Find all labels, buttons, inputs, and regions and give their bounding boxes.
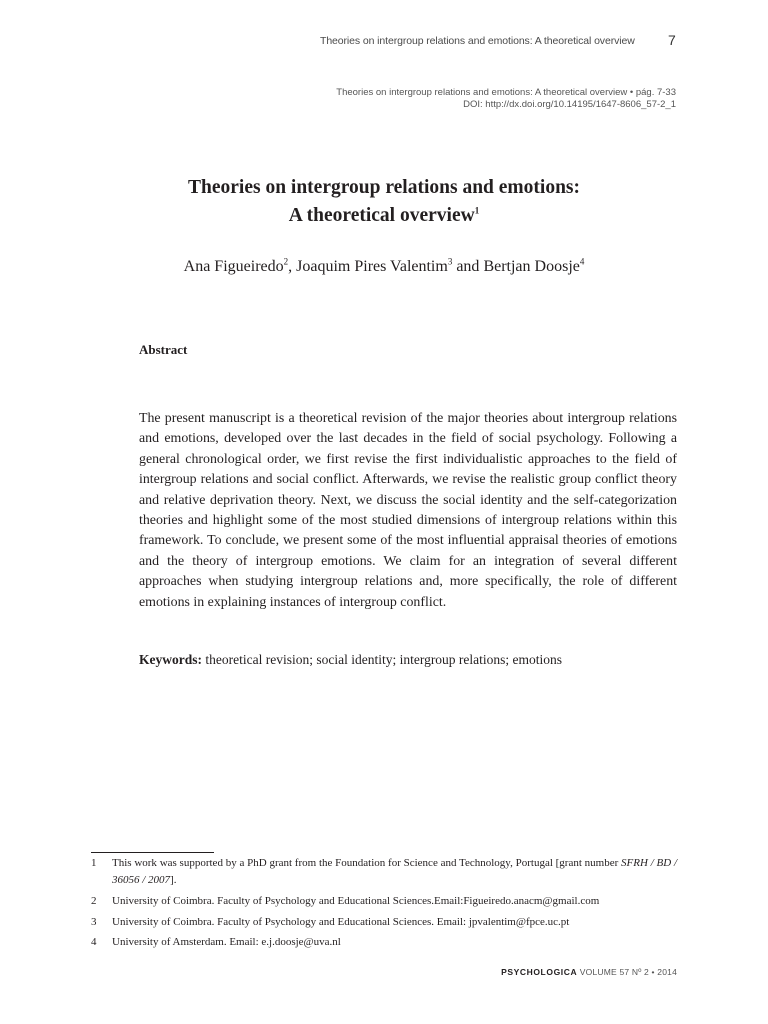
footnote-4 — [91, 934, 677, 951]
footnote-number: 1 — [91, 857, 97, 869]
title-line-1: Theories on intergroup relations and emotions: — [188, 177, 580, 198]
title-text: A theoretical overview — [288, 205, 475, 226]
author-footnote-mark: 4 — [579, 256, 585, 267]
author-name: Bertjan Doosje — [483, 258, 580, 275]
footnote-2 — [91, 893, 677, 910]
footnote-number: 4 — [91, 936, 97, 948]
author-list — [0, 258, 768, 276]
abstract-body: The present manuscript is a theoretical revision of the major theories about intergroup relations and emotions, developed over the last decades in the field of social psychology. Following a general chronological order, we first revise the first individualistic approaches to the field of intergroup relations and social conflict. Afterwards, we revise the realistic group conflict theory and relative deprivation theory. Next, we discuss the social identity and the self-categorization theories and highlight some of the most studied dimensions of intergroup relations within this framework. To conclude, we present some of the most influential appraisal theories of emotions and the theory of intergroup emotions. We claim for an integration of several different approaches when studying intergroup relations and, more specifically, the role of different emotions in explaining instances of intergroup conflict. — [139, 411, 677, 610]
footnote-text-main: This work was supported by a PhD grant from the Foundation for Science and Technology, Portugal [grant number — [112, 857, 622, 869]
keywords-label: Keywords: — [139, 652, 202, 667]
footnote-number: 2 — [91, 895, 97, 907]
title-line-2 — [0, 202, 768, 230]
footnote-number: 3 — [91, 916, 97, 928]
paper-title — [0, 174, 768, 230]
citation-block — [336, 87, 676, 111]
author-footnote-mark: 3 — [447, 256, 453, 267]
footnote-text-end: ]. — [170, 874, 177, 886]
footnote-text: University of Coimbra. Faculty of Psychology and Educational Sciences.Email:Figueiredo.anacm@gmail.com — [112, 895, 600, 907]
journal-footer — [501, 967, 677, 977]
author-separator: and — [452, 258, 484, 275]
page-number: 7 — [668, 32, 676, 48]
author-separator: , — [288, 258, 297, 275]
citation-line: Theories on intergroup relations and emotions: A theoretical overview • pág. 7-33 — [336, 87, 676, 98]
keywords-line — [139, 652, 677, 668]
journal-name: PSYCHOLOGICA — [501, 967, 578, 977]
grant-number: SFRH / BD / 36056 / 2007 — [112, 857, 677, 886]
footnote-3 — [91, 914, 677, 931]
footnote-1 — [91, 855, 677, 889]
author-footnote-mark: 2 — [283, 256, 289, 267]
footnote-text: University of Amsterdam. Email: e.j.doosje@uva.nl — [112, 936, 341, 948]
keywords-text: theoretical revision; social identity; intergroup relations; emotions — [205, 652, 563, 667]
footnote-divider — [91, 852, 214, 853]
footnote-text — [112, 855, 677, 889]
doi-line: DOI: http://dx.doi.org/10.14195/1647-8606_57-2_1 — [463, 99, 676, 110]
title-footnote-mark: 1 — [474, 205, 480, 216]
author-name: Joaquim Pires Valentim — [296, 258, 448, 275]
running-head: Theories on intergroup relations and emotions: A theoretical overview — [320, 35, 635, 47]
author-name: Ana Figueiredo — [183, 258, 284, 275]
abstract-heading: Abstract — [139, 342, 188, 357]
journal-volume: VOLUME 57 Nº 2 • 2014 — [579, 967, 677, 977]
footnote-text: University of Coimbra. Faculty of Psychology and Educational Sciences. Email: jpvalentim@fpce.uc.pt — [112, 916, 570, 928]
